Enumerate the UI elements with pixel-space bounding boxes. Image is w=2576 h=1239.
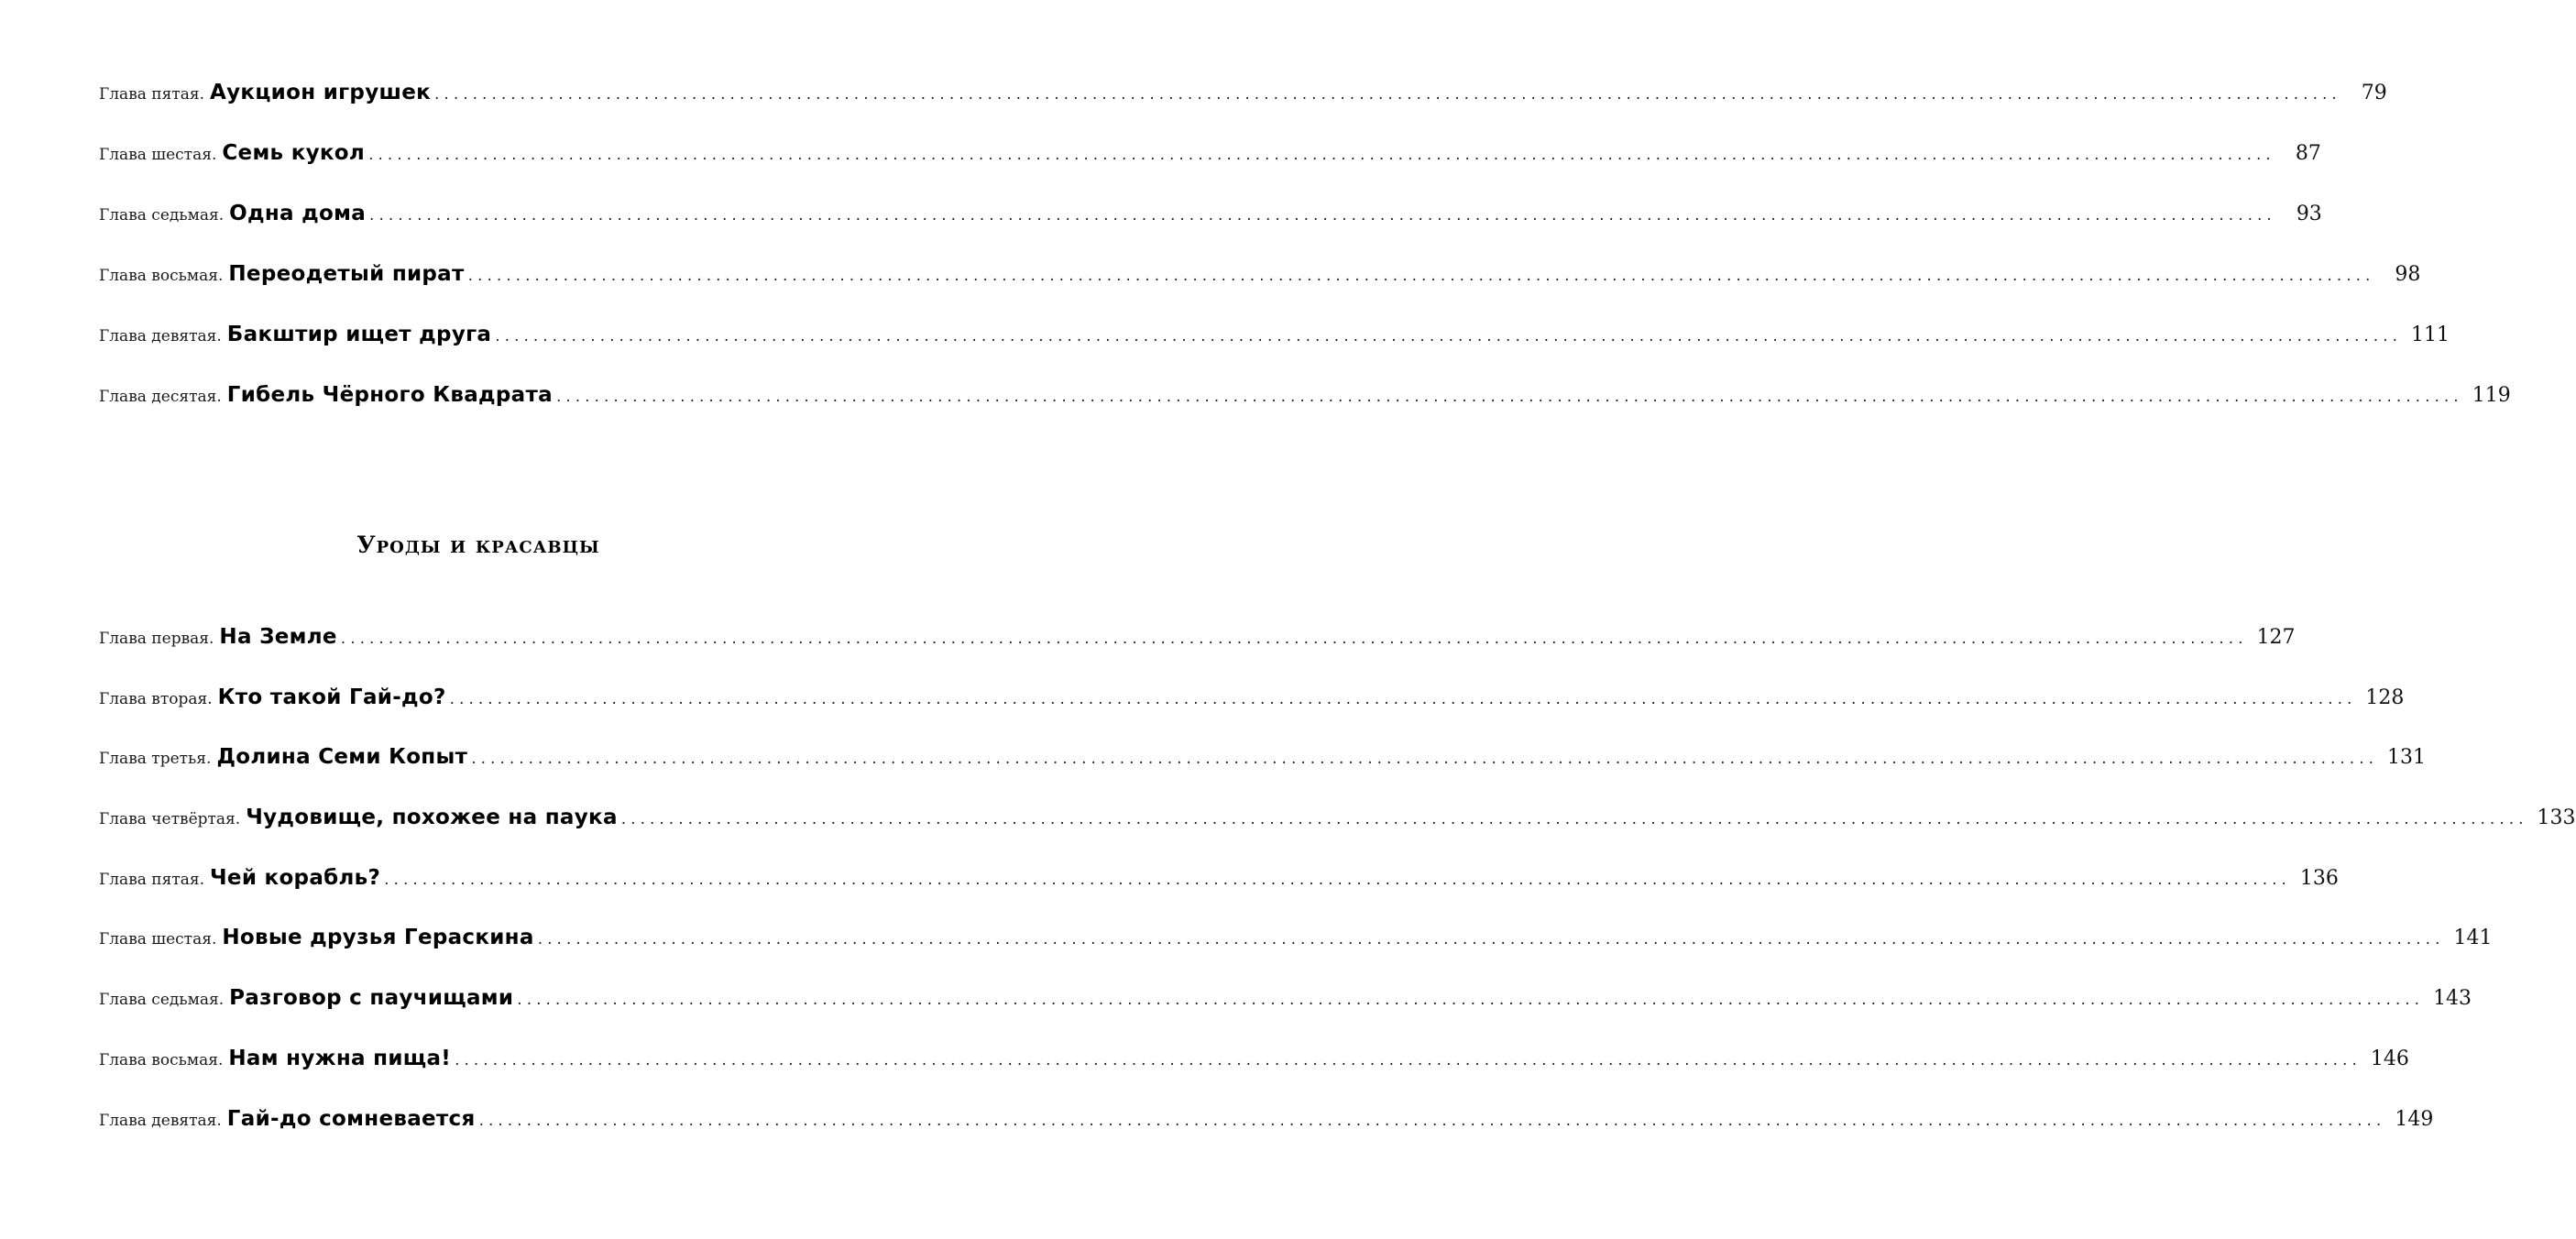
dot-leader: ........................................................................................................................................................................................................	[517, 991, 2425, 1010]
page-number: 79	[2361, 82, 2387, 104]
chapter-title: Чудовище, похожее на паука	[246, 806, 618, 830]
toc-list-part-2	[99, 625, 2576, 1167]
toc-entry	[99, 986, 2472, 1047]
toc-list-part-1	[99, 81, 2511, 444]
toc-entry	[99, 806, 2576, 866]
chapter-number: Глава четвёртая.	[99, 810, 241, 829]
dot-leader: ........................................................................................................................................................................................................	[449, 689, 2357, 708]
page-number: 149	[2395, 1107, 2434, 1131]
chapter-number: Глава шестая.	[99, 146, 217, 164]
chapter-title: Переодетый пират	[228, 262, 465, 286]
page-number: 143	[2433, 987, 2472, 1011]
toc-entry	[99, 81, 2387, 141]
dot-leader: ........................................................................................................................................................................................................	[384, 870, 2291, 889]
dot-leader: ........................................................................................................................................................................................................	[495, 327, 2403, 345]
page-number: 119	[2472, 384, 2511, 407]
toc-entry	[99, 383, 2511, 444]
toc-entry	[99, 202, 2322, 262]
dot-leader: ........................................................................................................................................................................................................	[455, 1050, 2362, 1069]
page-number: 146	[2370, 1047, 2409, 1070]
chapter-title: Долина Семи Копыт	[216, 745, 468, 770]
toc-entry	[99, 625, 2296, 685]
chapter-title: Аукцион игрушек	[210, 81, 432, 104]
chapter-number: Глава шестая.	[99, 930, 217, 949]
toc-entry	[99, 262, 2421, 323]
dot-leader: ........................................................................................................................................................................................................	[537, 930, 2445, 949]
page-number: 141	[2453, 927, 2493, 950]
chapter-number: Глава седьмая.	[99, 206, 225, 225]
chapter-title: Одна дома	[229, 202, 367, 225]
toc-entry	[99, 926, 2493, 986]
page-number: 136	[2299, 866, 2339, 890]
chapter-number: Глава десятая.	[99, 388, 222, 406]
dot-leader: ........................................................................................................................................................................................................	[369, 206, 2276, 225]
dot-leader: ........................................................................................................................................................................................................	[471, 750, 2378, 769]
dot-leader: ........................................................................................................................................................................................................	[467, 267, 2375, 285]
dot-leader: ........................................................................................................................................................................................................	[620, 810, 2528, 829]
toc-entry	[99, 685, 2405, 746]
section-heading: Уроды и красавцы	[356, 532, 600, 558]
toc-entry	[99, 865, 2339, 927]
chapter-title: Нам нужна пища!	[228, 1046, 452, 1070]
toc-entry	[99, 1106, 2434, 1168]
chapter-number: Глава девятая.	[99, 327, 222, 345]
chapter-number: Глава первая.	[99, 630, 214, 648]
page-number: 98	[2395, 263, 2421, 286]
toc-entry	[99, 1046, 2409, 1107]
page-number: 127	[2256, 626, 2296, 649]
dot-leader: ........................................................................................................................................................................................................	[478, 1111, 2386, 1130]
chapter-number: Глава девятая.	[99, 1111, 222, 1130]
dot-leader: ........................................................................................................................................................................................................	[434, 85, 2341, 104]
dot-leader: ........................................................................................................................................................................................................	[368, 146, 2275, 164]
chapter-title: Чей корабль?	[210, 865, 381, 890]
chapter-title: На Земле	[219, 625, 337, 649]
dot-leader: ........................................................................................................................................................................................................	[340, 630, 2248, 648]
chapter-number: Глава восьмая.	[99, 1050, 224, 1069]
chapter-number: Глава третья.	[99, 750, 212, 769]
chapter-number: Глава пятая.	[99, 870, 205, 889]
toc-entry	[99, 323, 2450, 383]
page-number: 111	[2411, 323, 2450, 346]
page-number: 128	[2365, 685, 2405, 709]
chapter-number: Глава седьмая.	[99, 991, 225, 1010]
chapter-number: Глава пятая.	[99, 85, 205, 104]
dot-leader: ........................................................................................................................................................................................................	[555, 388, 2463, 406]
page-number: 131	[2387, 746, 2426, 770]
chapter-title: Гибель Чёрного Квадрата	[226, 383, 553, 407]
toc-entry	[99, 141, 2321, 202]
toc-entry	[99, 745, 2426, 806]
page-number: 87	[2295, 142, 2321, 165]
chapter-number: Глава вторая.	[99, 689, 213, 708]
page-number: 93	[2296, 203, 2322, 225]
chapter-title: Семь кукол	[222, 141, 366, 165]
chapter-title: Разговор с паучищами	[229, 986, 514, 1011]
chapter-title: Гай-до сомневается	[226, 1106, 476, 1131]
page-number: 133	[2537, 806, 2576, 830]
chapter-number: Глава восьмая.	[99, 267, 224, 285]
chapter-title: Новые друзья Гераскина	[222, 926, 534, 950]
chapter-title: Бакштир ищет друга	[226, 323, 492, 346]
chapter-title: Кто такой Гай-до?	[217, 685, 446, 709]
